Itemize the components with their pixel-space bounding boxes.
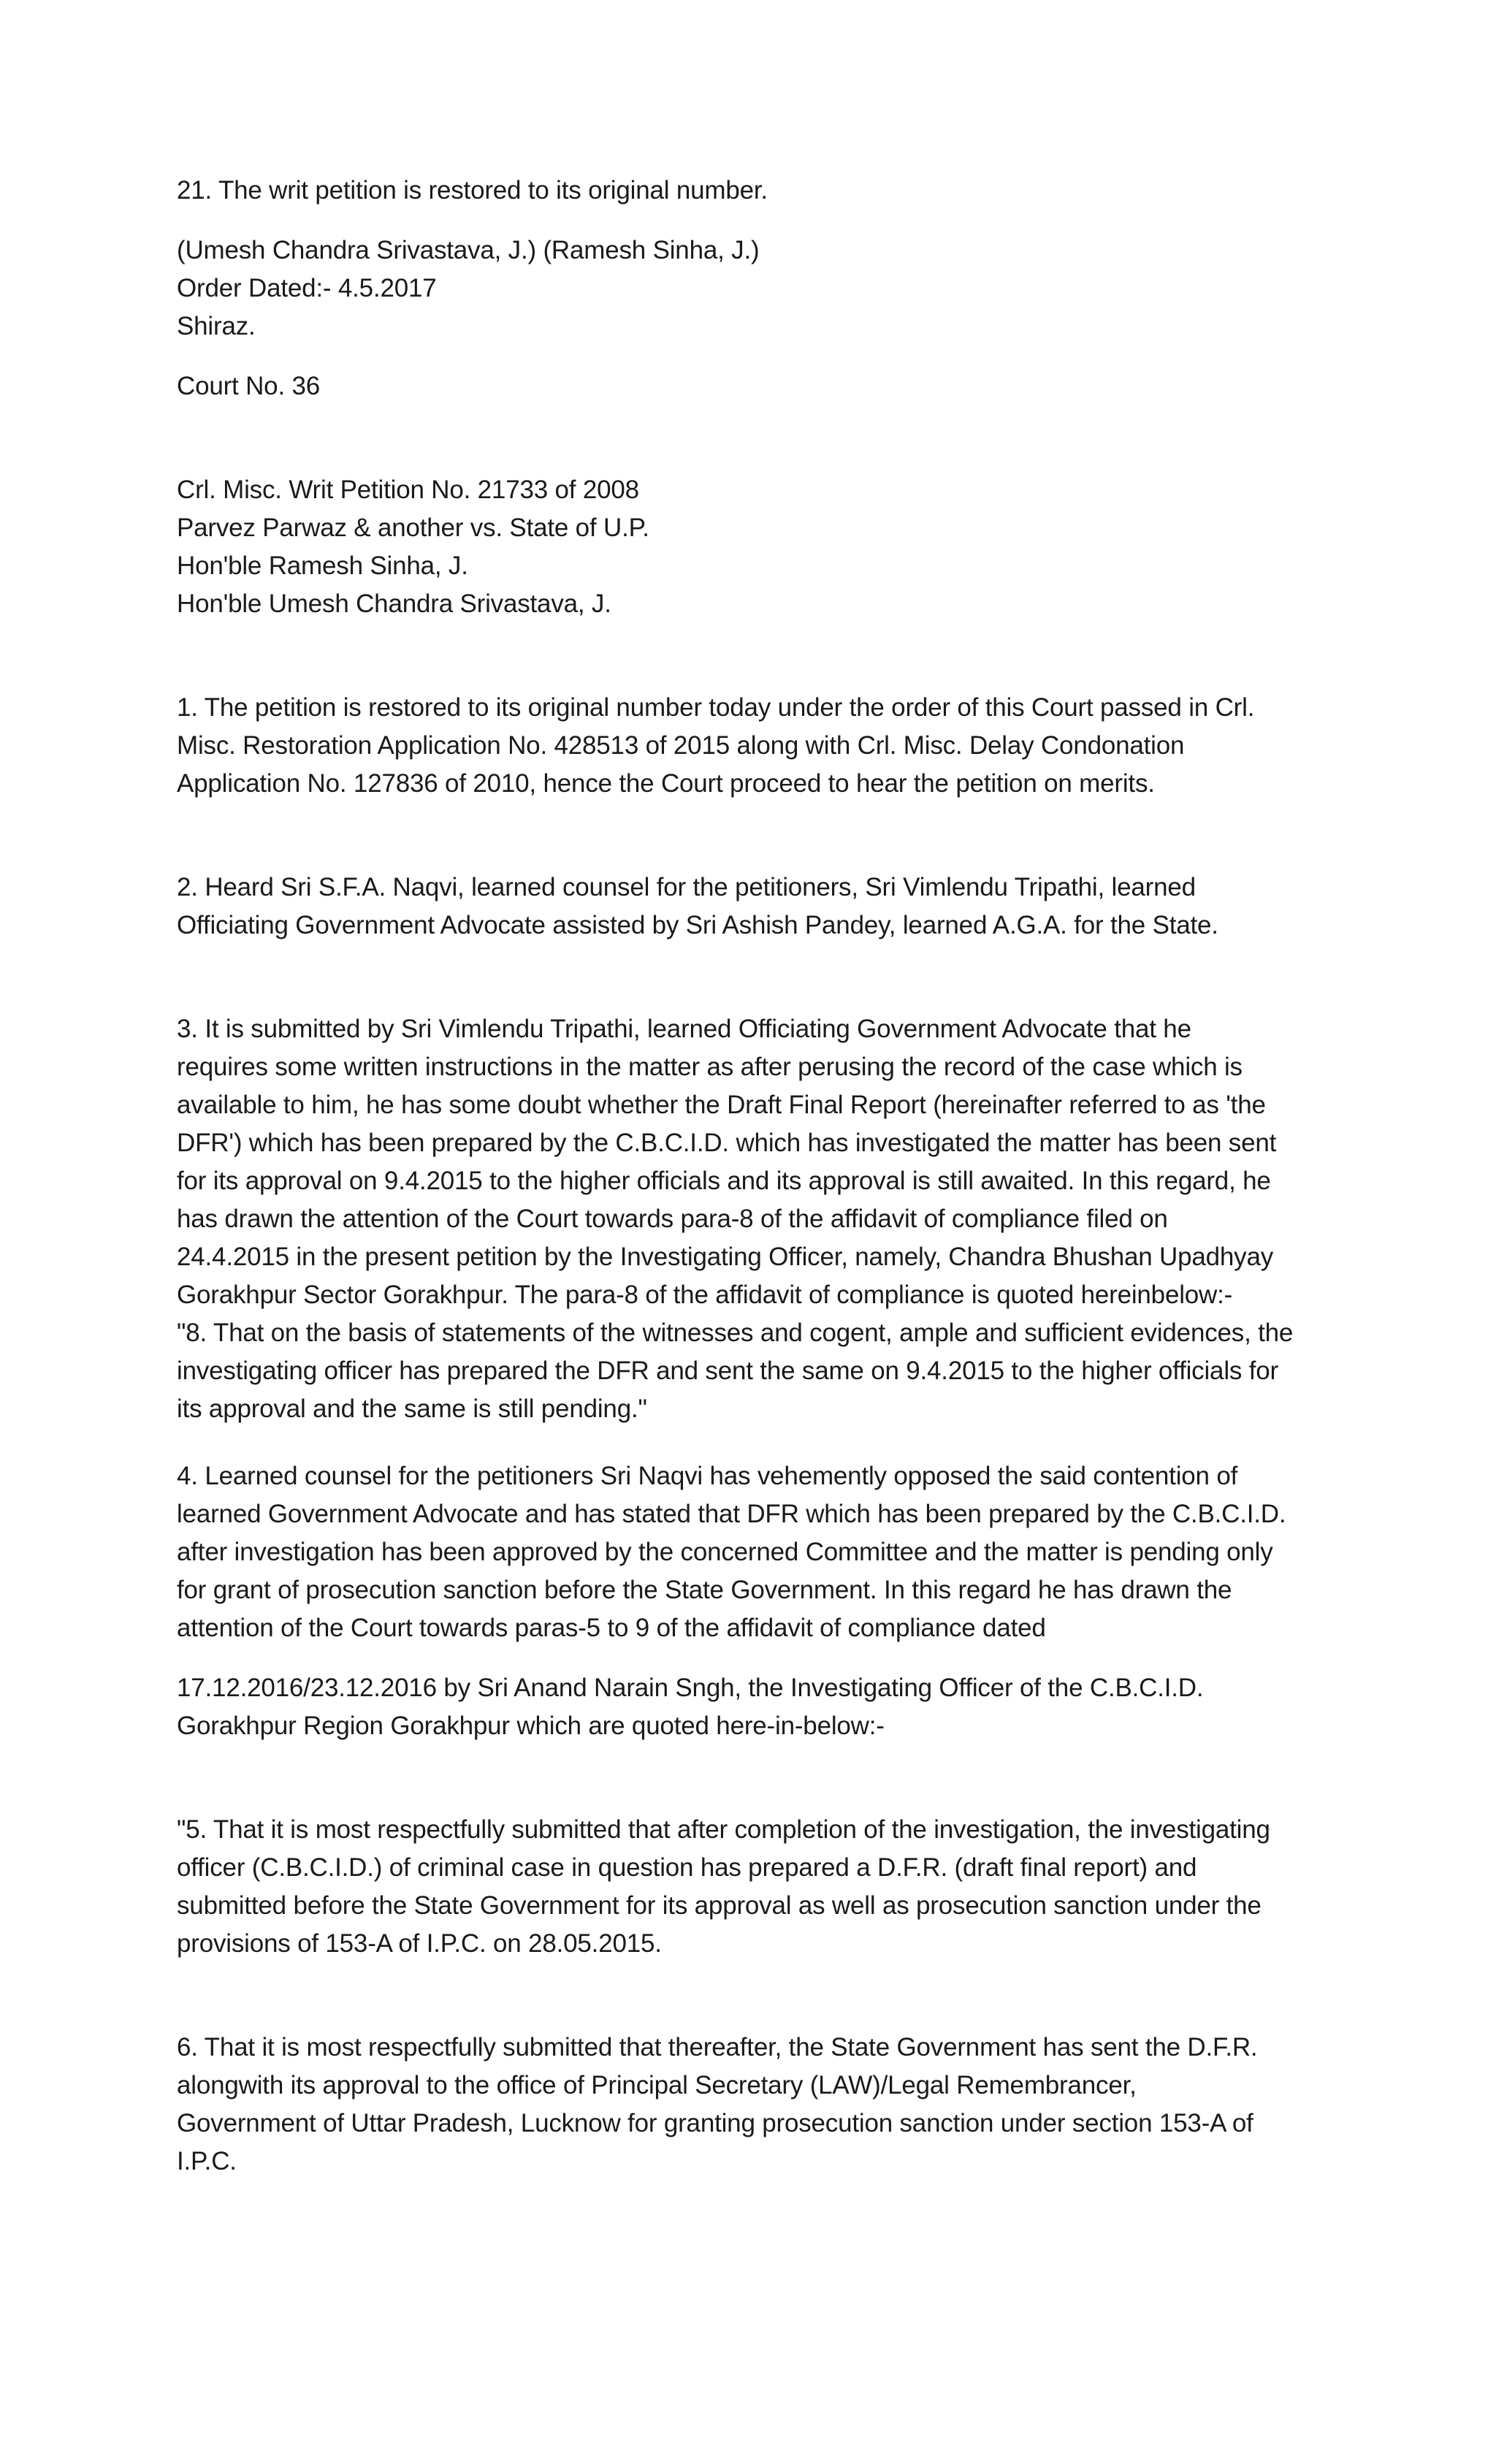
text-line: available to him, he has some doubt whether the Draft Final Report (hereinafter referred to as 'the — [177, 1091, 1266, 1119]
text-line: for its approval on 9.4.2015 to the higher officials and its approval is still awaited. In this regard, he — [177, 1167, 1271, 1195]
paragraph-2 — [177, 869, 1346, 945]
text-line: 3. It is submitted by Sri Vimlendu Tripathi, learned Officiating Government Advocate that he — [177, 1015, 1191, 1043]
text-line: Gorakhpur Sector Gorakhpur. The para-8 of the affidavit of compliance is quoted hereinbelow:- — [177, 1281, 1233, 1309]
text-line: has drawn the attention of the Court towards para-8 of the affidavit of compliance filed on — [177, 1205, 1168, 1233]
text-line: Government of Uttar Pradesh, Lucknow for granting prosecution sanction under section 153-A of — [177, 2109, 1253, 2137]
text-line: Officiating Government Advocate assisted by Sri Ashish Pandey, learned A.G.A. for the State. — [177, 911, 1218, 939]
initials: Shiraz. — [177, 312, 256, 340]
quoted-line: "8. That on the basis of statements of the witnesses and cogent, ample and sufficient evidences, the — [177, 1319, 1294, 1347]
text-line: I.P.C. — [177, 2147, 237, 2175]
judges-line: (Umesh Chandra Srivastava, J.) (Ramesh Sinha, J.) — [177, 236, 760, 264]
text-line: "5. That it is most respectfully submitted that after completion of the investigation, the investigating — [177, 1815, 1270, 1844]
text-line: alongwith its approval to the office of Principal Secretary (LAW)/Legal Remembrancer, — [177, 2071, 1137, 2099]
text-line: submitted before the State Government for its approval as well as prosecution sanction under the — [177, 1891, 1262, 1920]
text-line: Misc. Restoration Application No. 428513 of 2015 along with Crl. Misc. Delay Condonation — [177, 731, 1185, 760]
paragraph-4 — [177, 1457, 1346, 1647]
quoted-paragraph-6 — [177, 2029, 1346, 2181]
case-parties: Parvez Parwaz & another vs. State of U.P. — [177, 514, 649, 542]
court-number — [177, 367, 1346, 405]
text-line: 2. Heard Sri S.F.A. Naqvi, learned counsel for the petitioners, Sri Vimlendu Tripathi, learned — [177, 873, 1196, 901]
order-signature-block — [177, 232, 1346, 346]
text-line: 6. That it is most respectfully submitted that thereafter, the State Government has sent the D.F.R. — [177, 2033, 1258, 2061]
text-line: Application No. 127836 of 2010, hence the Court proceed to hear the petition on merits. — [177, 769, 1155, 798]
text-line: attention of the Court towards paras-5 to 9 of the affidavit of compliance dated — [177, 1614, 1046, 1642]
text-line: DFR') which has been prepared by the C.B.C.I.D. which has investigated the matter has been sent — [177, 1129, 1277, 1157]
judge-name: Hon'ble Umesh Chandra Srivastava, J. — [177, 590, 611, 618]
text-line: 1. The petition is restored to its original number today under the order of this Court passed in Crl. — [177, 693, 1255, 722]
text-line: after investigation has been approved by the concerned Committee and the matter is pending only — [177, 1538, 1273, 1566]
text-line: 4. Learned counsel for the petitioners Sri Naqvi has vehemently opposed the said contention of — [177, 1462, 1238, 1490]
text-line: 21. The writ petition is restored to its original number. — [177, 176, 768, 205]
paragraph-1 — [177, 689, 1346, 803]
quoted-paragraph-5 — [177, 1811, 1346, 1963]
paragraph-4-continued — [177, 1669, 1346, 1745]
judge-name: Hon'ble Ramesh Sinha, J. — [177, 552, 468, 580]
case-number: Crl. Misc. Writ Petition No. 21733 of 2008 — [177, 476, 639, 504]
text-line: requires some written instructions in the matter as after perusing the record of the case which is — [177, 1053, 1243, 1081]
text-line: learned Government Advocate and has stated that DFR which has been prepared by the C.B.C.I.D. — [177, 1500, 1286, 1528]
text-line: 17.12.2016/23.12.2016 by Sri Anand Narain Sngh, the Investigating Officer of the C.B.C.I.D. — [177, 1674, 1204, 1702]
case-header — [177, 471, 1346, 623]
text-line: for grant of prosecution sanction before the State Government. In this regard he has drawn the — [177, 1576, 1232, 1604]
paragraph-3 — [177, 1010, 1346, 1428]
text-line: provisions of 153-A of I.P.C. on 28.05.2015. — [177, 1929, 662, 1958]
restore-line — [177, 172, 1346, 210]
quoted-line: investigating officer has prepared the DFR and sent the same on 9.4.2015 to the higher officials for — [177, 1357, 1278, 1385]
text-line: 24.4.2015 in the present petition by the Investigating Officer, namely, Chandra Bhushan Upadhyay — [177, 1243, 1274, 1271]
text-line: officer (C.B.C.I.D.) of criminal case in question has prepared a D.F.R. (draft final report) and — [177, 1853, 1197, 1882]
text-line: Court No. 36 — [177, 372, 321, 400]
document-body — [177, 172, 1346, 2181]
text-line: Gorakhpur Region Gorakhpur which are quoted here-in-below:- — [177, 1712, 885, 1740]
order-date: Order Dated:- 4.5.2017 — [177, 274, 437, 302]
quoted-line: its approval and the same is still pending." — [177, 1395, 647, 1423]
